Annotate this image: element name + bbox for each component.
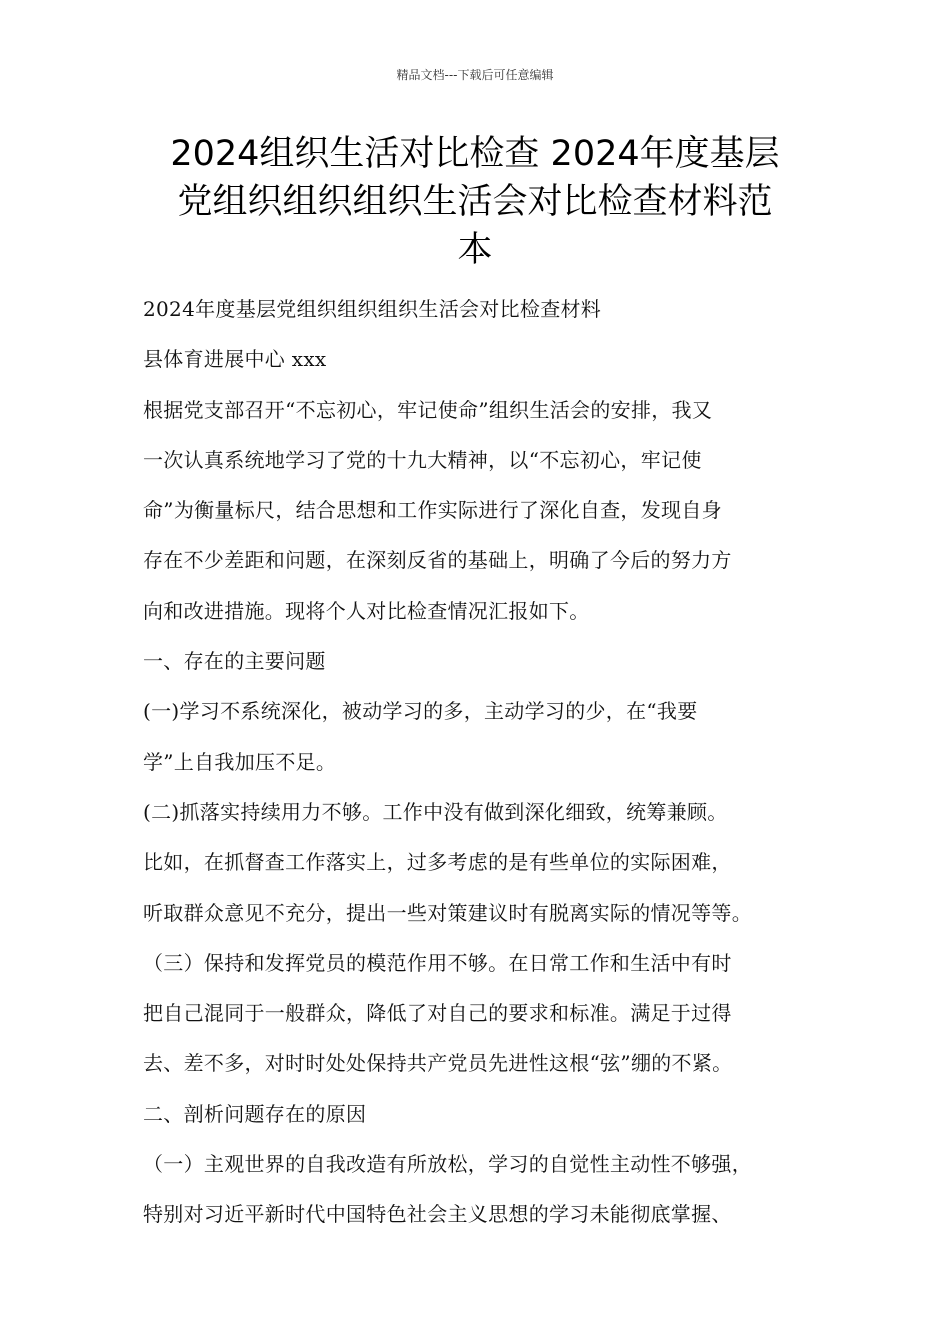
body-line: 比如，在抓督查工作落实上，过多考虑的是有些单位的实际困难， — [143, 850, 732, 875]
body-line: (二)抓落实持续用力不够。工作中没有做到深化细致，统筹兼顾。 — [143, 799, 728, 824]
body-line: 把自己混同于一般群众，降低了对自己的要求和标准。满足于过得 — [143, 1001, 732, 1026]
body-line: 学”上自我加压不足。 — [143, 749, 337, 774]
body-line: （三）保持和发挥党员的模范作用不够。在日常工作和生活中有时 — [143, 950, 732, 975]
body-line: 向和改进措施。现将个人对比检查情况汇报如下。 — [143, 598, 590, 623]
body-line: （一）主观世界的自我改造有所放松，学习的自觉性主动性不够强， — [143, 1152, 752, 1177]
document-title — [110, 130, 840, 274]
body-line: 存在不少差距和问题，在深刻反省的基础上，明确了今后的努力方 — [143, 548, 732, 573]
section-heading: 二、剖析问题存在的原因 — [143, 1101, 367, 1126]
title-line-1: 2024组织生活对比检查 2024年度基层 — [170, 134, 780, 174]
title-line-3: 本 — [457, 230, 493, 270]
document-body — [143, 284, 823, 1240]
author-line: 县体育进展中心 xxx — [143, 347, 327, 372]
body-line: 去、差不多，对时时处处保持共产党员先进性这根“弦”绷的不紧。 — [143, 1051, 733, 1076]
section-heading: 一、存在的主要问题 — [143, 649, 326, 674]
body-line: 特别对习近平新时代中国特色社会主义思想的学习未能彻底掌握、 — [143, 1202, 732, 1227]
header-note: 精品文档---下载后可任意编辑 — [396, 68, 554, 82]
subtitle-line: 2024年度基层党组织组织组织生活会对比检查材料 — [143, 297, 602, 321]
body-line: 命”为衡量标尺，结合思想和工作实际进行了深化自查，发现自身 — [143, 498, 722, 523]
body-line: 根据党支部召开“不忘初心，牢记使命”组织生活会的安排，我又 — [143, 397, 713, 422]
title-line-2: 党组织组织组织生活会对比检查材料范 — [177, 182, 773, 222]
body-line: 听取群众意见不充分，提出一些对策建议时有脱离实际的情况等等。 — [143, 900, 752, 925]
body-line: (一)学习不系统深化，被动学习的多，主动学习的少，在“我要 — [143, 699, 698, 724]
body-line: 一次认真系统地学习了党的十九大精神，以“不忘初心，牢记使 — [143, 447, 702, 472]
